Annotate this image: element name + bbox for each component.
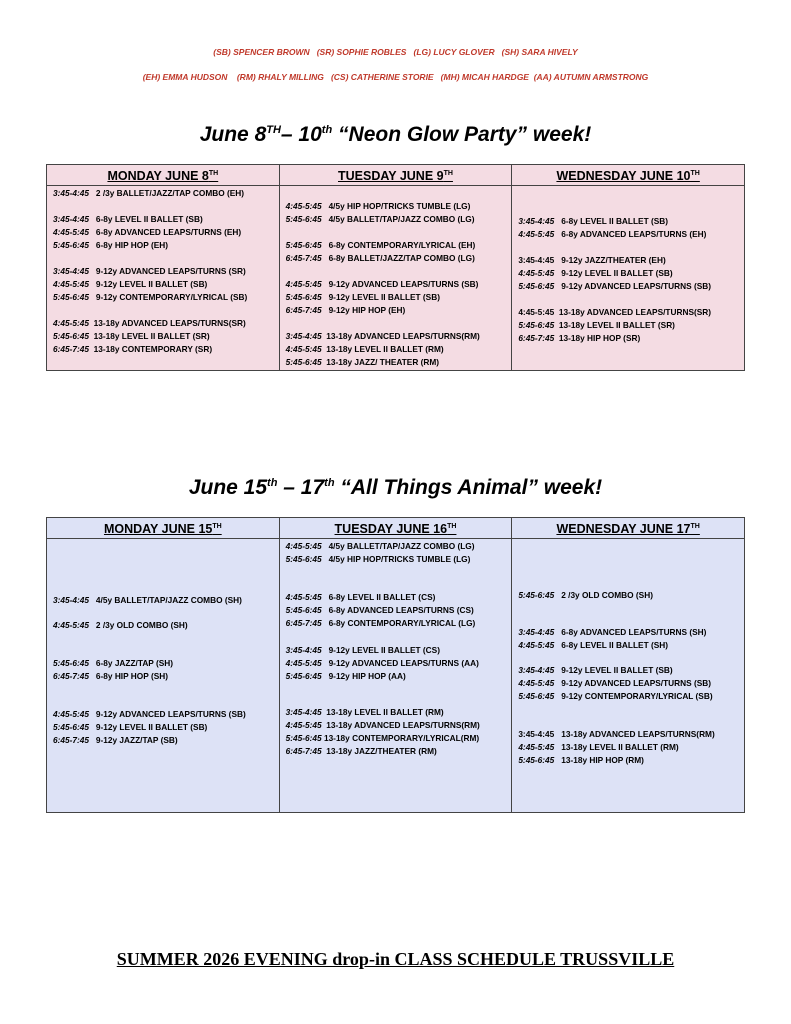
- class-entry: 4:45-5:45 9-12y LEVEL II BALLET (SB): [518, 268, 673, 279]
- class-entry: 4:45-5:45 6-8y LEVEL II BALLET (SH): [518, 640, 669, 651]
- week-2-day-header-tuesday: TUESDAY JUNE 16TH: [279, 518, 512, 539]
- class-entry: 5:45-6:45 13-18y LEVEL II BALLET (SR): [53, 331, 210, 342]
- class-entry: 3:45-4:45 6-8y LEVEL II BALLET (SB): [53, 214, 203, 225]
- class-entry: 6:45-7:45 13-18y JAZZ/THEATER (RM): [285, 746, 437, 757]
- class-entry: 3:45-4:45 9-12y LEVEL II BALLET (SB): [518, 665, 673, 676]
- class-entry: 4:45-5:45 13-18y ADVANCED LEAPS/TURNS(RM): [285, 720, 480, 731]
- class-entry: 4:45-5:45 9-12y LEVEL II BALLET (SB): [53, 279, 208, 290]
- week-1-day-header-wednesday: WEDNESDAY JUNE 10TH: [512, 165, 745, 186]
- class-entry: 6:45-7:45 13-18y CONTEMPORARY (SR): [53, 344, 213, 355]
- week-2-schedule-table: [46, 517, 745, 813]
- class-entry: 4:45-5:45 4/5y BALLET/TAP/JAZZ COMBO (LG): [285, 541, 475, 552]
- class-entry: 4:45-5:45 9-12y ADVANCED LEAPS/TURNS (SB): [285, 279, 479, 290]
- class-entry: 5:45-6:45 9-12y LEVEL II BALLET (SB): [53, 722, 208, 733]
- week-2-day-header-monday: MONDAY JUNE 15TH: [47, 518, 280, 539]
- class-entry: 4:45-5:45 6-8y ADVANCED LEAPS/TURNS (EH): [53, 227, 242, 238]
- class-entry: 5:45-6:45 13-18y HIP HOP (RM): [518, 755, 644, 766]
- class-entry: 4:45-5:45 13-18y LEVEL II BALLET (RM): [285, 344, 444, 355]
- class-entry: 3:45-4:45 6-8y LEVEL II BALLET (SB): [518, 216, 669, 227]
- class-entry: 5:45-6:45 6-8y ADVANCED LEAPS/TURNS (CS): [285, 605, 474, 616]
- class-entry: 5:45-6:45 6-8y JAZZ/TAP (SH): [53, 658, 174, 669]
- class-entry: 4:45-5:45 9-12y ADVANCED LEAPS/TURNS (SB): [53, 709, 246, 720]
- class-entry: 6:45-7:45 6-8y CONTEMPORARY/LYRICAL (LG): [285, 618, 476, 629]
- class-entry: 4:45-5:45 9-12y ADVANCED LEAPS/TURNS (AA): [285, 658, 479, 669]
- schedule-footer-title: SUMMER 2026 EVENING drop-in CLASS SCHEDULE TRUSSVILLE: [116, 949, 675, 969]
- class-entry: 3:45-4:45 13-18y LEVEL II BALLET (RM): [285, 707, 444, 718]
- class-entry: 5:45-6:45 9-12y CONTEMPORARY/LYRICAL (SB): [53, 292, 248, 303]
- class-entry: 5:45-6:45 9-12y CONTEMPORARY/LYRICAL (SB): [518, 691, 713, 702]
- week-2-day-header-wednesday: WEDNESDAY JUNE 17TH: [512, 518, 745, 539]
- class-entry: 4:45-5:45 2 /3y OLD COMBO (SH): [53, 620, 188, 631]
- class-entry: 6:45-7:45 9-12y HIP HOP (EH): [285, 305, 406, 316]
- class-entry: 5:45-6:45 4/5y HIP HOP/TRICKS TUMBLE (LG): [285, 554, 471, 565]
- class-entry: 3:45-4:45 13-18y ADVANCED LEAPS/TURNS(RM): [518, 729, 715, 740]
- class-entry: 4:45-5:45 13-18y LEVEL II BALLET (RM): [518, 742, 679, 753]
- class-entry: 5:45-6:45 2 /3y OLD COMBO (SH): [518, 590, 653, 601]
- class-entry: 3:45-4:45 9-12y LEVEL II BALLET (CS): [285, 645, 440, 656]
- class-entry: 5:45-6:45 6-8y CONTEMPORARY/LYRICAL (EH): [285, 240, 476, 251]
- class-entry: 5:45-6:45 9-12y HIP HOP (AA): [285, 671, 406, 682]
- class-entry: 5:45-6:45 13-18y JAZZ/ THEATER (RM): [285, 357, 440, 368]
- class-entry: 4:45-5:45 6-8y ADVANCED LEAPS/TURNS (EH): [518, 229, 707, 240]
- class-entry: 6:45-7:45 9-12y JAZZ/TAP (SB): [53, 735, 178, 746]
- class-entry: 3:45-4:45 6-8y ADVANCED LEAPS/TURNS (SH): [518, 627, 707, 638]
- class-entry: 5:45-6:45 9-12y LEVEL II BALLET (SB): [285, 292, 440, 303]
- class-entry: 6:45-7:45 13-18y HIP HOP (SR): [518, 333, 641, 344]
- class-entry: 5:45-6:45 6-8y HIP HOP (EH): [53, 240, 168, 251]
- class-entry: 3:45-4:45 2 /3y BALLET/JAZZ/TAP COMBO (EH): [53, 188, 245, 199]
- instructor-legend-line-1: (SB) SPENCER BROWN (SR) SOPHIE ROBLES (LG) LUCY GLOVER (SH) SARA HIVELY: [213, 47, 578, 57]
- week-2-title: June 15th – 17th “All Things Animal” week!: [188, 476, 603, 499]
- week-1-schedule-table: [46, 164, 745, 371]
- class-entry: 3:45-4:45 9-12y ADVANCED LEAPS/TURNS (SR): [53, 266, 246, 277]
- class-entry: 5:45-6:45 13-18y LEVEL II BALLET (SR): [518, 320, 675, 331]
- week-1-day-header-tuesday: TUESDAY JUNE 9TH: [279, 165, 512, 186]
- week-1-day-header-monday: MONDAY JUNE 8TH: [47, 165, 280, 186]
- class-entry: 5:45-6:45 9-12y ADVANCED LEAPS/TURNS (SB): [518, 281, 712, 292]
- week-1-title: June 8TH– 10th “Neon Glow Party” week!: [199, 123, 592, 146]
- instructor-legend-line-2: (EH) EMMA HUDSON (RM) RHALY MILLING (CS) CATHERINE STORIE (MH) MICAH HARDGE (AA) AUTUMN ARMSTRONG: [142, 72, 649, 82]
- class-entry: 6:45-7:45 6-8y BALLET/JAZZ/TAP COMBO (LG): [285, 253, 475, 264]
- class-entry: 6:45-7:45 6-8y HIP HOP (SH): [53, 671, 168, 682]
- class-entry: 4:45-5:45 6-8y LEVEL II BALLET (CS): [285, 592, 436, 603]
- class-entry: 4:45-5:45 13-18y ADVANCED LEAPS/TURNS(SR): [518, 307, 712, 318]
- class-entry: 4:45-5:45 4/5y HIP HOP/TRICKS TUMBLE (LG): [285, 201, 471, 212]
- class-entry: 5:45-6:45 4/5y BALLET/TAP/JAZZ COMBO (LG): [285, 214, 475, 225]
- class-entry: 5:45-6:45 13-18y CONTEMPORARY/LYRICAL(RM): [285, 733, 480, 744]
- class-entry: 4:45-5:45 13-18y ADVANCED LEAPS/TURNS(SR): [53, 318, 246, 329]
- class-entry: 3:45-4:45 13-18y ADVANCED LEAPS/TURNS(RM): [285, 331, 480, 342]
- class-entry: 4:45-5:45 9-12y ADVANCED LEAPS/TURNS (SB): [518, 678, 712, 689]
- class-entry: 3:45-4:45 4/5y BALLET/TAP/JAZZ COMBO (SH): [53, 595, 242, 606]
- class-entry: 3:45-4:45 9-12y JAZZ/THEATER (EH): [518, 255, 666, 266]
